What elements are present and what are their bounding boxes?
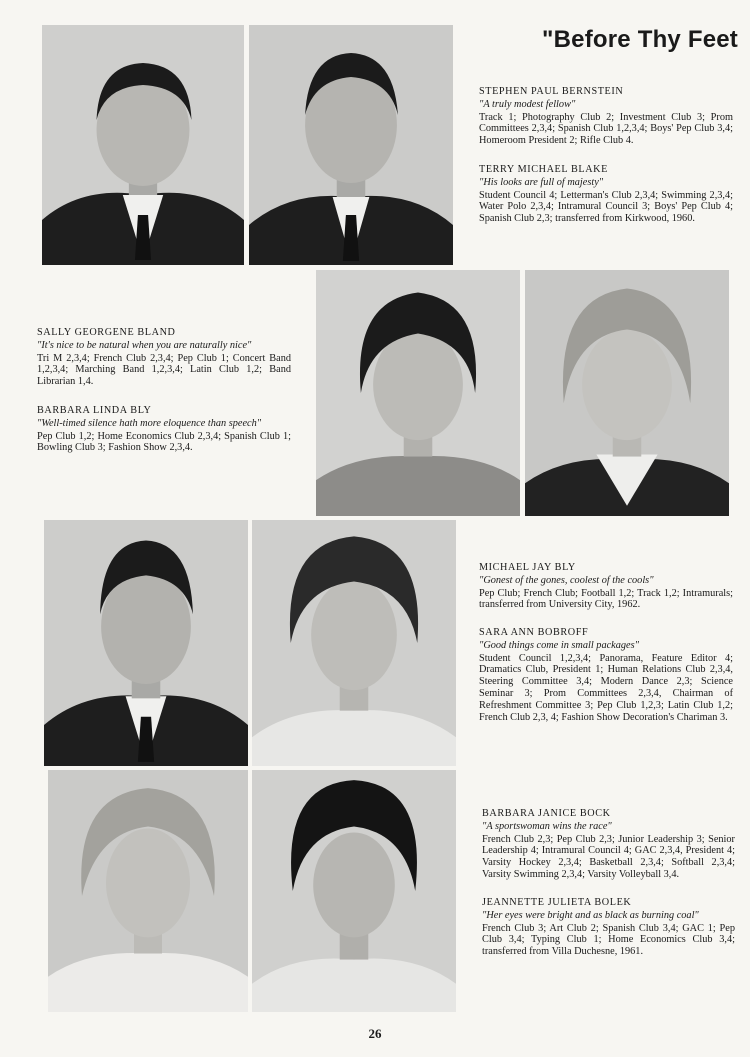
student-entry	[479, 86, 733, 147]
student-name: SARA ANN BOBROFF	[479, 627, 589, 638]
student-activities: Tri M 2,3,4; French Club 2,3,4; Pep Club 1; Concert Band 1,2,3,4; Marching Band 1,2,3,4; Latin Club 1,2; Band Librarian 1,4.	[37, 352, 291, 388]
student-name: JEANNETTE JULIETA BOLEK	[482, 897, 632, 908]
page-title: "Before Thy Feet	[542, 26, 738, 53]
portrait-photo	[44, 520, 248, 766]
student-entry	[37, 405, 291, 454]
student-activities: Track 1; Photography Club 2; Investment Club 3; Prom Committees 2,3,4; Spanish Club 1,2,3,4; Boys' Pep Club 3,4; Homeroom President 2; Rifle Club 4.	[479, 111, 733, 147]
student-activities: Student Council 4; Letterman's Club 2,3,4; Swimming 2,3,4; Water Polo 2,3,4; Intramural Council 3; Boys' Pep Club 4; Spanish Club 2,3; transferred from Kirkwood, 1960.	[479, 189, 733, 225]
portrait-photo	[249, 25, 453, 265]
page-number: 26	[368, 1026, 382, 1041]
student-name: SALLY GEORGENE BLAND	[37, 327, 176, 338]
student-activities: Pep Club 1,2; Home Economics Club 2,3,4; Spanish Club 1; Bowling Club 3; Fashion Show 2,3,4.	[37, 430, 291, 454]
student-motto: "His looks are full of majesty"	[479, 176, 604, 188]
student-entry	[479, 164, 733, 225]
student-motto: "Her eyes were bright and as black as burning coal"	[482, 909, 699, 921]
student-entry	[482, 897, 735, 958]
portrait-photo	[42, 25, 244, 265]
student-motto: "It's nice to be natural when you are naturally nice"	[37, 339, 252, 351]
student-name: BARBARA LINDA BLY	[37, 405, 152, 416]
student-motto: "A sportswoman wins the race"	[482, 820, 612, 832]
portrait-photo	[252, 770, 456, 1012]
student-name: BARBARA JANICE BOCK	[482, 808, 611, 819]
student-name: MICHAEL JAY BLY	[479, 562, 576, 573]
portrait-photo	[316, 270, 520, 516]
student-motto: "Gonest of the gones, coolest of the cools"	[479, 574, 654, 586]
student-activities: French Club 3; Art Club 2; Spanish Club 3,4; GAC 1; Pep Club 3,4; Typing Club 1; Home Economics Club 3,4; transferred from Villa Duchesne, 1961.	[482, 922, 735, 958]
student-entry	[479, 562, 733, 611]
student-motto: "Well-timed silence hath more eloquence than speech"	[37, 417, 262, 429]
portrait-photo	[48, 770, 248, 1012]
student-name: STEPHEN PAUL BERNSTEIN	[479, 86, 624, 97]
student-activities: French Club 2,3; Pep Club 2,3; Junior Leadership 3; Senior Leadership 4; Intramural Council 4; GAC 2,3,4, President 4; Varsity Hockey 2,3,4; Basketball 2,3,4; Softball 2,3,4; Varsity Swimming 2,3,4; Varsity Volleyball 3,4.	[482, 833, 735, 880]
student-entry	[482, 808, 735, 881]
portrait-photo	[525, 270, 729, 516]
student-motto: "Good things come in small packages"	[479, 639, 639, 651]
student-entry	[479, 627, 733, 723]
student-entry	[37, 327, 291, 388]
student-name: TERRY MICHAEL BLAKE	[479, 164, 608, 175]
student-activities: Student Council 1,2,3,4; Panorama, Feature Editor 4; Dramatics Club, President 1; Human Relations Club 2,3,4, Steering Committee 3,4; Modern Dance 2,3; Science Seminar 3; Prom Committees 2,3,4, Chairman of Refreshment Committee 3; Pep Club 1,2,3; Latin Club 1,2; French Club 2,3, 4; Fashion Show Decoration's Chariman 3.	[479, 652, 733, 723]
portrait-photo	[252, 520, 456, 766]
student-activities: Pep Club; French Club; Football 1,2; Track 1,2; Intramurals; transferred from University City, 1962.	[479, 587, 733, 611]
student-motto: "A truly modest fellow"	[479, 98, 576, 110]
